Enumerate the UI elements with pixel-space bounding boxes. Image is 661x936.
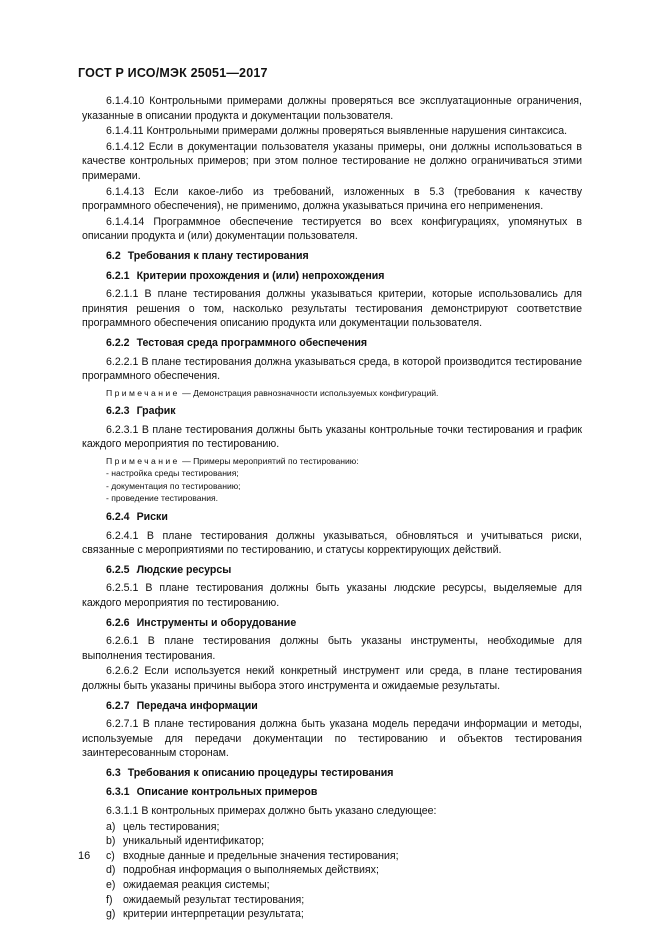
heading-title: График [136,405,176,418]
heading-number: 6.2.1 [106,269,130,282]
list-item-label: f) [106,893,113,906]
list-item-label: c) [106,849,115,862]
heading-title: Передача информации [136,699,258,712]
heading-6-2 [82,249,582,264]
document-header: ГОСТ Р ИСО/МЭК 25051—2017 [78,66,268,80]
heading-6-2-3 [82,404,582,419]
paragraph-6-2-6-2: 6.2.6.2 Если используется некий конкретный инструмент или среда, в плане тестирования должны быть указаны причины выбора этого инструмента и ожидаемые результаты. [82,665,582,692]
paragraph-6-1-4-11: 6.1.4.11 Контрольными примерами должны проверяться выявленные нарушения синтаксиса. [106,125,568,138]
heading-number: 6.2.6 [106,616,130,629]
note-text: — Демонстрация равнозначности используемых конфигураций. [182,387,439,398]
heading-number: 6.2.5 [106,563,130,576]
heading-6-2-7 [82,699,582,714]
heading-6-2-6 [82,616,582,631]
list-item [106,907,582,922]
list-item-label: g) [106,908,116,921]
heading-number: 6.2 [106,249,121,262]
note-test-activities [82,455,582,468]
heading-number: 6.2.3 [106,405,130,418]
list-item [106,893,582,908]
heading-title: Критерии прохождения и (или) непрохождения [136,269,385,282]
heading-title: Людские ресурсы [136,563,232,576]
heading-number: 6.3.1 [106,786,130,799]
paragraph-6-1-4-10: 6.1.4.10 Контрольными примерами должны проверяться все эксплуатационные ограничения, указанные в описании продукта и документации пользователя. [82,95,582,122]
note-list-item: - настройка среды тестирования; [106,468,239,479]
list-item-text: уникальный идентификатор; [123,835,265,848]
note-list-item: - документация по тестированию; [106,480,241,491]
paragraph-6-3-1-1: 6.3.1.1 В контрольных примерах должно быть указано следующее: [106,805,437,818]
heading-title: Требования к плану тестирования [127,249,309,262]
paragraph-6-2-7-1: 6.2.7.1 В плане тестирования должна быть указана модель передачи информации и методы, используемые для передачи документации по тестированию и объектов тестирования заинтересованным сторонам. [82,718,582,760]
heading-6-2-4 [82,510,582,525]
heading-title: Инструменты и оборудование [136,616,297,629]
note-list-item: - проведение тестирования. [106,493,219,504]
list-item-label: a) [106,820,116,833]
heading-6-2-5 [82,563,582,578]
heading-number: 6.2.2 [106,336,130,349]
paragraph-6-2-2-1: 6.2.2.1 В плане тестирования должна указываться среда, в которой производится тестирование программного обеспечения. [82,355,582,383]
paragraph-6-2-4-1: 6.2.4.1 В плане тестирования должны указываться, обновляться и учитываться риски, связанные с мероприятиями по тестированию, и статусы корректирующих действий. [82,529,582,557]
list-item-text: ожидаемый результат тестирования; [123,893,305,906]
document-body [82,94,582,922]
paragraph-6-1-4-12: 6.1.4.12 Если в документации пользователя указаны примеры, они должны использоваться в качестве контрольных примеров; при этом полное тестирование не должно ограничиваться этими примерами. [82,140,582,182]
list-item-label: e) [106,879,116,892]
paragraph-6-1-4-13: 6.1.4.13 Если какое-либо из требований, изложенных в 5.3 (требования к качеству программного обеспечения), не применимо, должна указываться причина его неприменения. [82,185,582,213]
heading-number: 6.2.4 [106,510,130,523]
note-label: Примечание [106,455,180,466]
paragraph-6-2-5-1: 6.2.5.1 В плане тестирования должны быть указаны людские ресурсы, выделяемые для каждого мероприятия по тестированию. [82,582,582,609]
note-list [106,467,582,505]
list-item [106,849,582,864]
list-item-text: подробная информация о выполняемых действиях; [123,864,379,877]
heading-number: 6.2.7 [106,699,130,712]
list-item-label: b) [106,835,116,848]
list-item-label: d) [106,864,116,877]
list-item-text: цель тестирования; [123,820,220,833]
requirements-list [106,820,582,922]
list-item [106,834,582,849]
heading-number: 6.3 [106,766,121,779]
page-number: 16 [78,850,91,862]
heading-6-3 [82,766,582,781]
heading-title: Описание контрольных примеров [136,786,318,799]
paragraph-6-2-1-1: 6.2.1.1 В плане тестирования должны указываться критерии, которые использовались для принятия решения о том, насколько результаты тестирования демонстрируют соответствие программного обеспечения описанию продукта или документации пользователя. [82,288,582,330]
list-item [106,878,582,893]
list-item [106,820,582,835]
heading-title: Требования к описанию процедуры тестирования [127,766,394,779]
paragraph-6-1-4-14: 6.1.4.14 Программное обеспечение тестируется во всех конфигурациях, упомянутых в описании продукта и (или) документации пользователя. [82,215,582,243]
paragraph-6-2-3-1: 6.2.3.1 В плане тестирования должны быть указаны контрольные точки тестирования и график каждого мероприятия по тестированию. [82,423,582,451]
paragraph-6-2-6-1: 6.2.6.1 В плане тестирования должны быть указаны инструменты, необходимые для выполнения тестирования. [82,635,582,662]
list-item-text: входные данные и предельные значения тестирования; [123,849,399,862]
heading-6-2-1 [82,269,582,284]
heading-6-2-2 [82,336,582,351]
list-item-text: критерии интерпретации результата; [123,908,304,921]
list-item-text: ожидаемая реакция системы; [123,879,270,892]
note-text: — Примеры мероприятий по тестированию: [182,455,359,466]
note-label: Примечание [106,387,180,398]
heading-title: Тестовая среда программного обеспечения [136,336,368,349]
heading-6-3-1 [82,785,582,800]
note-configurations [82,387,582,400]
list-item [106,863,582,878]
heading-title: Риски [136,510,168,523]
